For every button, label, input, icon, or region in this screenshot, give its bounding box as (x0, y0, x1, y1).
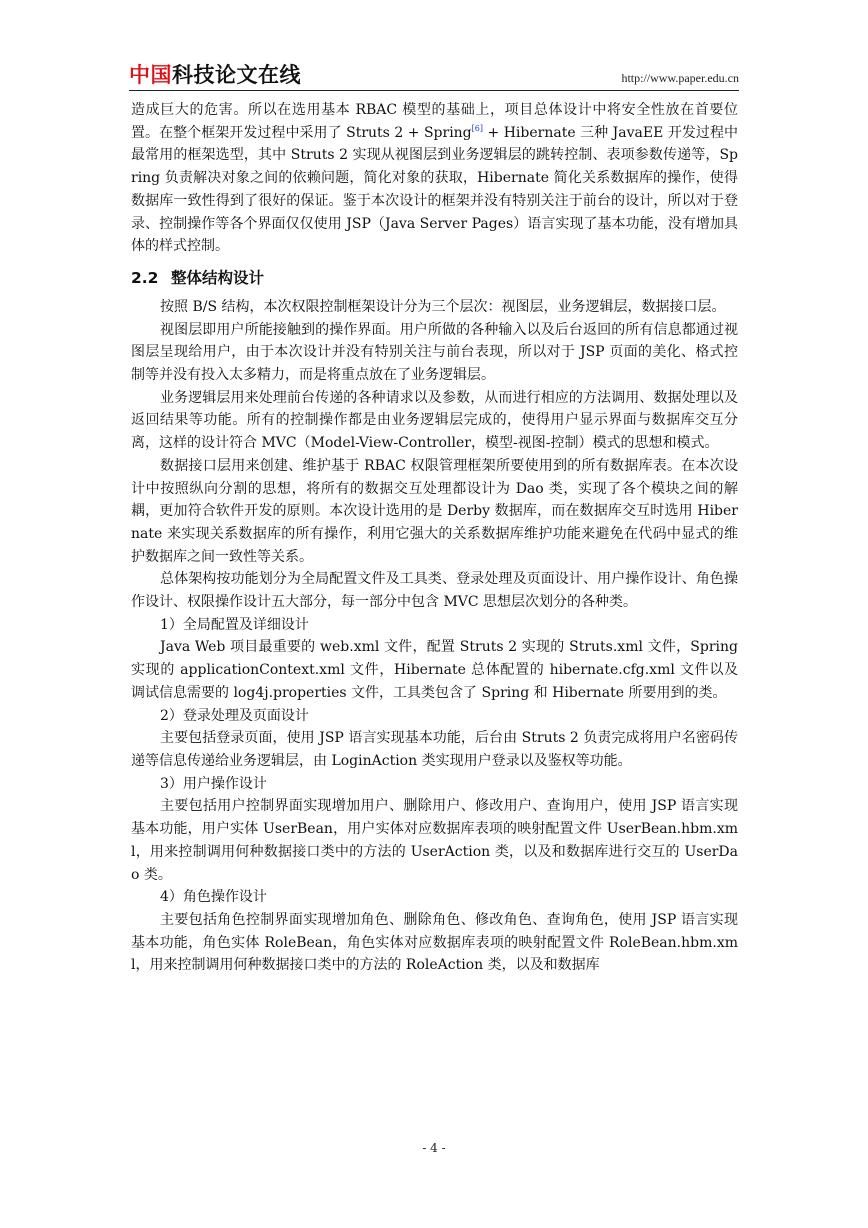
logo-red-text: 中国 (129, 63, 172, 87)
header-url: http://www.paper.edu.cn (621, 71, 739, 85)
body-paragraph: 总体架构按功能划分为全局配置文件及工具类、登录处理及页面设计、用户操作设计、角色操作设计、权限操作设计五大部分，每一部分中包含 MVC 思想层次划分的各种类。 (131, 571, 738, 611)
page-body (131, 99, 738, 977)
body-paragraph: 数据接口层用来创建、维护基于 RBAC 权限管理框架所要使用到的所有数据库表。在本次设计中按照纵向分割的思想，将所有的数据交互处理都设计为 Dao 类，实现了各个模块之间的解耦，更加符合软件开发的原则。本次设计选用的是 Derby 数据库，而在数据库交互时选用 Hibernate 来实现关系数据库的所有操作，利用它强大的关系数据库维护功能来避免在代码中显式的维护数据库之间一致性等关系。 (131, 457, 738, 565)
body-paragraph: 业务逻辑层用来处理前台传递的各种请求以及参数，从而进行相应的方法调用、数据处理以及返回结果等功能。所有的控制操作都是由业务逻辑层完成的，使得用户显示界面与数据库交互分离，这样的设计符合 MVC（Model-View-Controller，模型-视图-控制）模式的思想和模式。 (131, 389, 738, 452)
section-number: 2.2 (131, 268, 159, 287)
body-paragraph: 主要包括角色控制界面实现增加角色、删除角色、修改角色、查询角色，使用 JSP 语言实现基本功能，角色实体 RoleBean，角色实体对应数据库表项的映射配置文件 RoleBean.hbm.xml，用来控制调用何种数据接口类中的方法的 RoleAction 类，以及和数据库 (131, 911, 738, 974)
header-rule (129, 90, 739, 91)
citation-link[interactable]: [6] (471, 123, 483, 133)
subsection-heading: 2）登录处理及页面设计 (160, 707, 309, 724)
page-header (129, 62, 739, 88)
body-paragraph: 视图层即用户所能接触到的操作界面。用户所做的各种输入以及后台返回的所有信息都通过视图层呈现给用户，由于本次设计并没有特别关注与前台表现，所以对于 JSP 页面的美化、格式控制等并没有投入太多精力，而是将重点放在了业务逻辑层。 (131, 321, 738, 384)
body-paragraph: 主要包括用户控制界面实现增加用户、删除用户、修改用户、查询用户，使用 JSP 语言实现基本功能，用户实体 UserBean，用户实体对应数据库表项的映射配置文件 UserBean.hbm.xml，用来控制调用何种数据接口类中的方法的 UserAction 类，以及和数据库进行交互的 UserDao 类。 (131, 798, 738, 883)
logo-black-text: 科技论文在线 (172, 63, 301, 87)
intro-paragraph (131, 99, 738, 258)
body-paragraph: Java Web 项目最重要的 web.xml 文件，配置 Struts 2 实现的 Struts.xml 文件，Spring 实现的 applicationContext.xml 文件，Hibernate 总体配置的 hibernate.cfg.xml 文件以及调试信息需要的 log4j.properties 文件，工具类包含了 Spring 和 Hibernate 所要用到的类。 (131, 639, 738, 701)
journal-logo (129, 62, 301, 88)
body-paragraph: 主要包括登录页面，使用 JSP 语言实现基本功能，后台由 Struts 2 负责完成将用户名密码传递等信息传递给业务逻辑层，由 LoginAction 类实现用户登录以及鉴权等功能。 (131, 730, 738, 769)
body-paragraph: 按照 B/S 结构，本次权限控制框架设计分为三个层次：视图层，业务逻辑层，数据接口层。 (160, 298, 726, 315)
subsection-heading: 1）全局配置及详细设计 (160, 616, 309, 633)
intro-text-a: 造成巨大的危害。所以在选用基本 RBAC 模型的基础上，项目总体设计中将安全性放在首要位置。在整个框架开发过程中采用了 Struts 2 + Spring (131, 102, 738, 141)
intro-text-b: + Hibernate 三种 JavaEE 开发过程中最常用的框架选型，其中 Struts 2 实现从视图层到业务逻辑层的跳转控制、表项参数传递等，Spring 负责解决对象之间的依赖问题，简化对象的获取，Hibernate 简化关系数据库的操作，使得数据库一致性得到了很好的保证。鉴于本次设计的框架并没有特别关注于前台的设计，所以对于登录、控制操作等各个界面仅仅使用 JSP（Java Server Pages）语言实现了基本功能，没有增加具体的样式控制。 (131, 124, 738, 255)
subsection-heading: 4）角色操作设计 (160, 889, 267, 906)
page-number: - 4 - (422, 1141, 446, 1155)
subsection-heading: 3）用户操作设计 (160, 775, 267, 792)
section-title: 整体结构设计 (171, 268, 265, 287)
section-heading (131, 266, 738, 290)
